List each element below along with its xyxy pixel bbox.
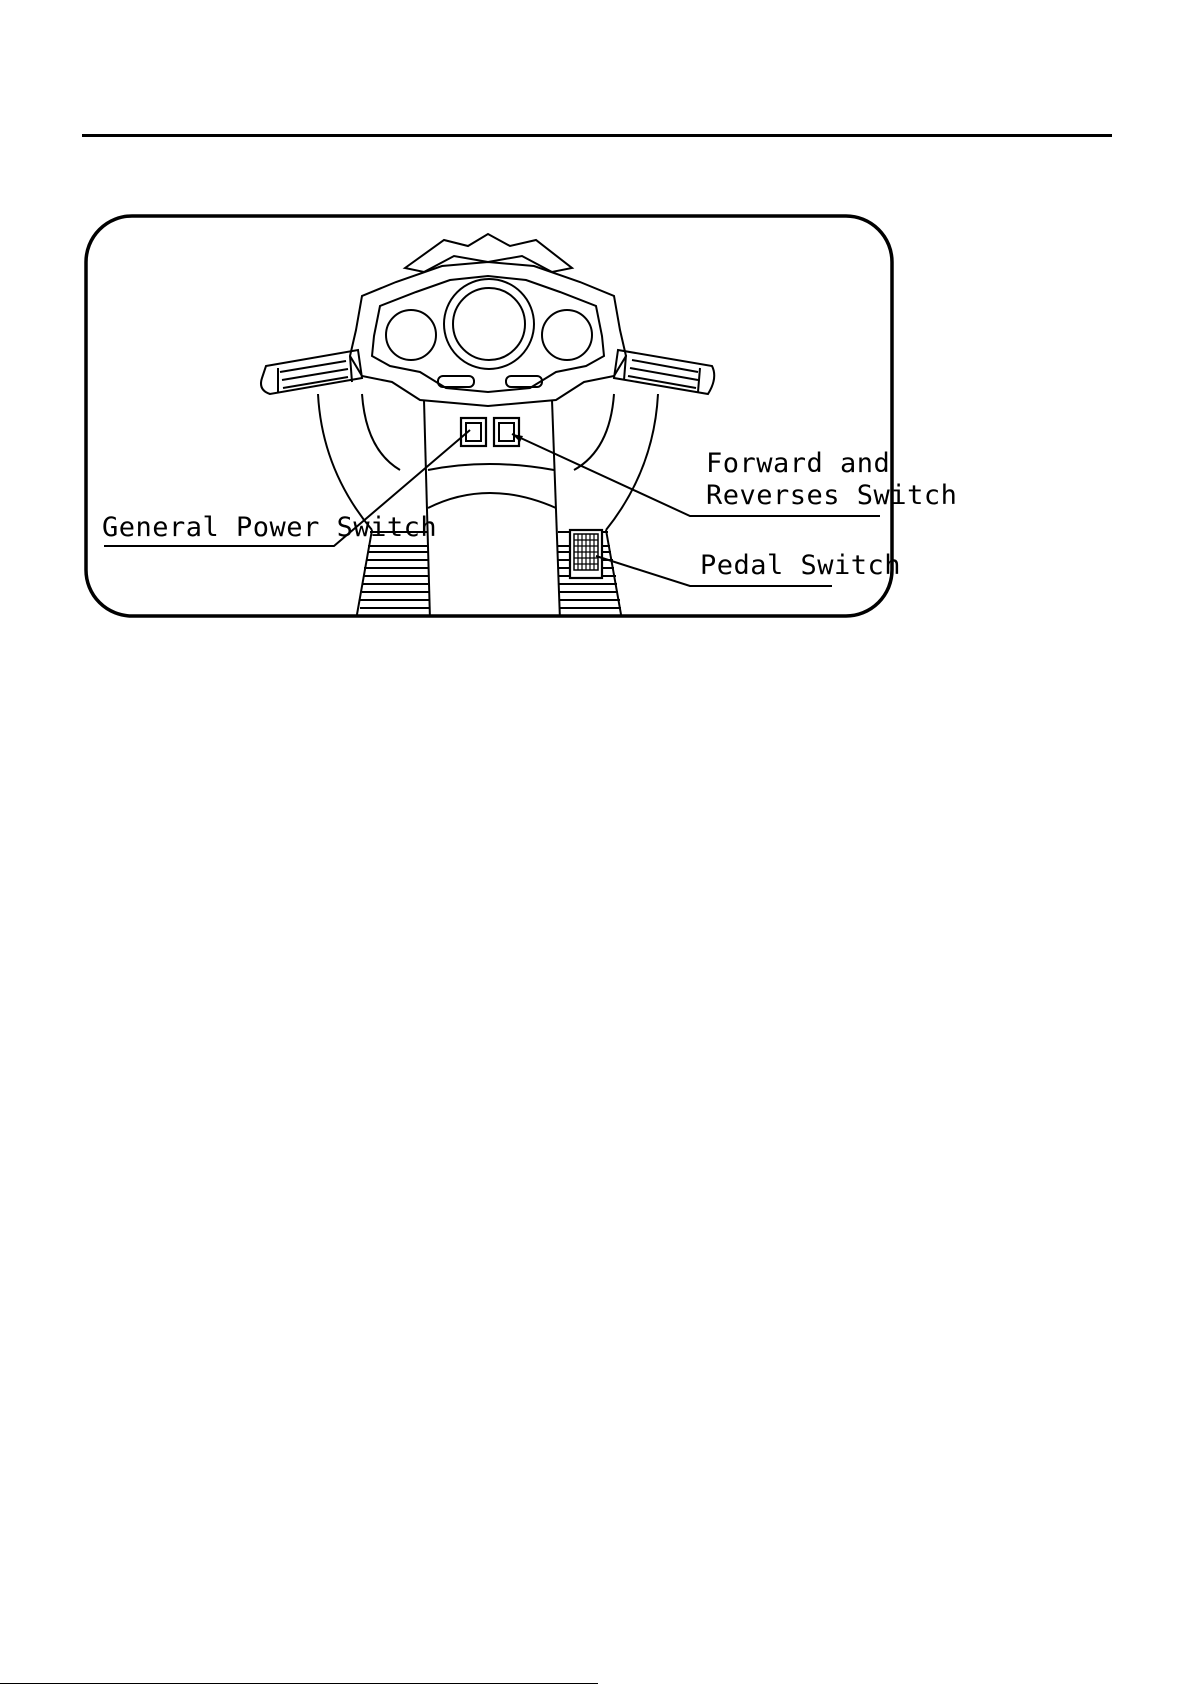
column-right-edge	[552, 400, 560, 620]
switch-location-diagram	[0, 0, 1191, 700]
left-handlebar-grip	[261, 350, 362, 394]
right-inner-curve	[574, 394, 614, 470]
scooter-illustration	[261, 234, 714, 620]
left-inner-curve	[362, 394, 400, 470]
left-footboard	[356, 530, 429, 620]
left-gauge	[386, 310, 436, 360]
right-body-curve	[606, 394, 658, 530]
center-gauge-outer	[444, 279, 534, 369]
windscreen	[405, 234, 572, 272]
pedal-switch-label: Pedal Switch	[700, 550, 902, 581]
center-gauge-inner	[453, 288, 525, 360]
right-handlebar-grip	[614, 350, 714, 394]
forward-reverse-switch-label-line1: Forward and	[706, 448, 891, 479]
forward-reverse-switch-label-line2: Reverses Switch	[706, 480, 958, 511]
pedal-switch	[570, 530, 602, 578]
column-upper-seam	[428, 464, 554, 470]
dashboard-inner	[372, 276, 604, 392]
right-indicator-lamp	[506, 376, 542, 387]
column-lower-seam	[428, 493, 556, 508]
right-gauge	[542, 310, 592, 360]
dashboard-outer	[350, 262, 626, 406]
column-left-edge	[424, 400, 430, 620]
forward-reverse-switch-button	[499, 423, 514, 441]
general-power-switch-label: General Power Switch	[102, 512, 438, 543]
footer-rule	[0, 1683, 598, 1684]
